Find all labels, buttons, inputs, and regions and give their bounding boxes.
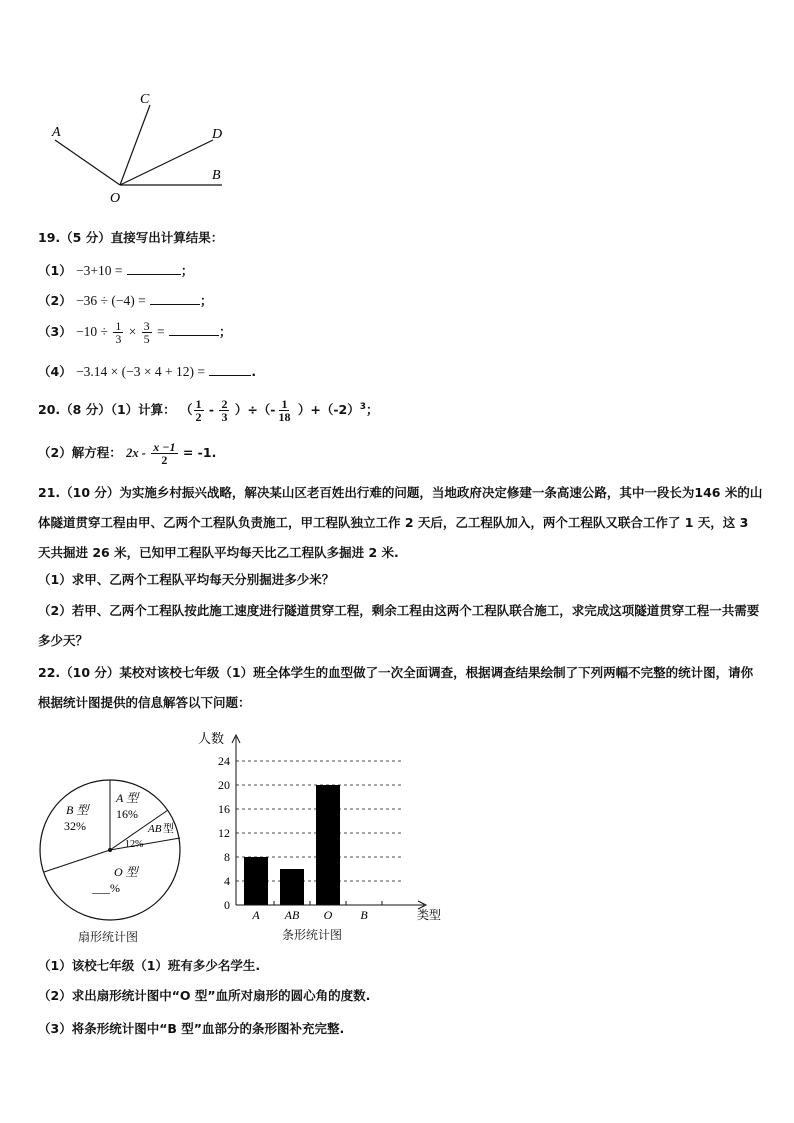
pie-label-a: A 型 (116, 791, 139, 805)
bar-ab (280, 869, 304, 905)
pie-center (108, 848, 112, 852)
pie-label-b: B 型 (66, 803, 89, 817)
point-d-label: D (212, 127, 223, 142)
y-tick-label: 12 (218, 826, 230, 840)
point-o-label: O (110, 191, 121, 206)
x-tick-label-a: A (252, 908, 260, 922)
pie-label-o: O 型 (114, 865, 138, 879)
y-tick-label: 8 (224, 850, 230, 864)
q22-sub1: （1）该校七年级（1）班有多少名学生. (38, 958, 261, 973)
q19-item-1: （1） −3+10 = ； (38, 263, 194, 278)
q19-title: 19.（5 分）直接写出计算结果： (38, 230, 224, 245)
x-tick-label-b: B (360, 908, 368, 922)
pie-chart (30, 770, 190, 930)
y-tick-label: 4 (224, 874, 230, 888)
bar-a (244, 857, 268, 905)
q20-part-1: 20.（8 分）（1）计算： （ $\frac{1}{2}$ - $\frac{2}{3}$ ）÷（- $\frac{1}{18}$ ）$+(-2)^3$； (38, 397, 379, 424)
bar-caption: 条形统计图 (282, 928, 343, 942)
q21-sub1: （1）求甲、乙两个工程队平均每天分别掘进多少米？ (38, 572, 335, 587)
y-tick-label: 24 (218, 754, 230, 768)
pie-pct-a: 16% (116, 807, 138, 821)
pie-radius-left (44, 850, 110, 872)
y-tick-label: 0 (224, 898, 230, 912)
pie-pct-b: 32% (64, 819, 86, 833)
x-tick-label-o: O (323, 908, 333, 922)
bar-chart (196, 725, 456, 925)
bar-o (316, 785, 340, 905)
y-tick-label: 16 (218, 802, 230, 816)
y-tick-label: 20 (218, 778, 230, 792)
angle-figure (40, 85, 240, 210)
point-a-label: A (52, 125, 61, 140)
y-axis-title: 人数 (198, 731, 225, 746)
q20-part-2: （2）解方程： 2x - $\frac{x -1}{2}$ = -1. (38, 440, 217, 467)
q22-sub2: （2）求出扇形统计图中“O 型”血所对扇形的圆心角的度数. (38, 988, 371, 1003)
pie-pct-ab: 12% (125, 839, 144, 850)
pie-label-ab: AB (148, 823, 162, 835)
q21-sub2: （2）若甲、乙两个工程队按此施工速度进行隧道贯穿工程，剩余工程由这两个工程队联合施工，求完成这项隧道贯穿工程一共需要多少天？ (38, 603, 760, 648)
pie-caption: 扇形统计图 (78, 930, 139, 944)
point-c-label: C (140, 92, 150, 107)
pie-type-ab: 型 (163, 823, 174, 835)
point-b-label: B (212, 168, 221, 183)
q22-text: 22.（10 分）某校对该校七年级（1）班全体学生的血型做了一次全面调查，根据调查结果绘制了下列两幅不完整的统计图，请你根据统计图提供的信息解答以下问题： (38, 665, 754, 710)
q21-text: 21.（10 分）为实施乡村振兴战略，解决某山区老百姓出行难的问题，当地政府决定修建一条高速公路，其中一段长为146 米的山体隧道贯穿工程由甲、乙两个工程队负责施工，甲工程队独立工作 2 天后，乙工程队加入，两个工程队又联合工作了 1 天，这 3 天共掘进 26 米，已知甲工程队平均每天比乙工程队多掘进 2 米. (38, 485, 763, 560)
q22-sub3: （3）将条形统计图中“B 型”血部分的条形图补充完整. (38, 1021, 345, 1036)
x-axis-title: 类型 (417, 908, 442, 922)
x-tick-label-ab: AB (284, 908, 300, 922)
q19-item-3: （3） −10 ÷ $\frac{1}{3}$ × $\frac{3}{5}$ = ； (38, 319, 232, 346)
q19-item-4: （4） −3.14 × (−3 × 4 + 12) = . (38, 364, 257, 379)
q19-item-2: （2） −36 ÷ (−4) = ； (38, 293, 213, 308)
pie-pct-o: ___% (92, 881, 120, 895)
pie-radius-ab-lower (110, 838, 180, 850)
